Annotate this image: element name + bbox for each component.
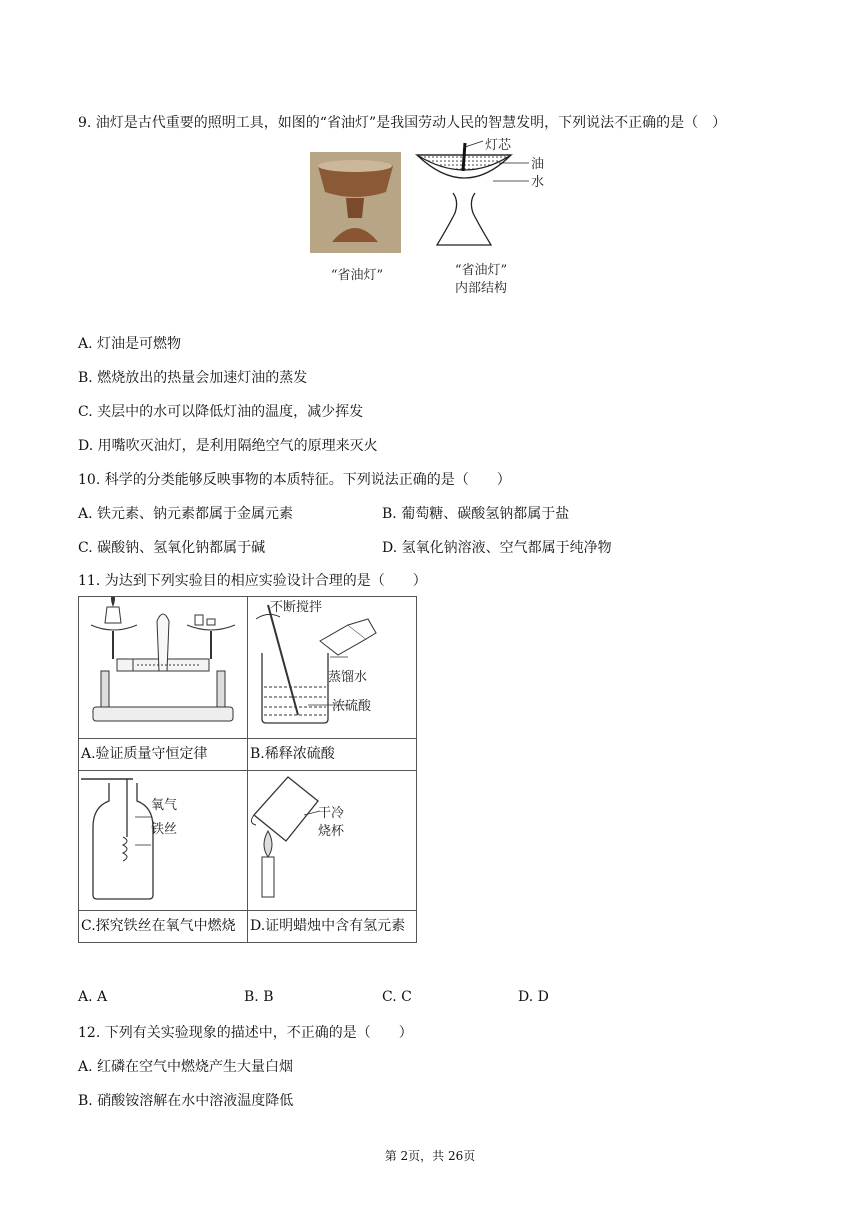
conc-acid-label: 浓硫酸	[332, 699, 372, 714]
diagram-caption	[436, 262, 526, 298]
balance-icon	[79, 597, 247, 738]
q10-stem: 10. 科学的分类能够反映事物的本质特征。下列说法正确的是（ ）	[78, 472, 511, 488]
experiment-table	[78, 596, 417, 943]
dry-cold-label: 干冷	[318, 806, 345, 821]
experiment-b-caption: B.稀释浓硫酸	[248, 739, 417, 771]
oil-label: 油	[531, 157, 545, 172]
candle-beaker-icon	[248, 771, 416, 910]
q11-option-d: D. D	[518, 989, 549, 1005]
photo-caption: “省油灯”	[330, 268, 384, 283]
diagram-caption-line1: “省油灯”	[454, 263, 508, 278]
q10-option-d: D. 氢氧化钠溶液、空气都属于纯净物	[382, 540, 612, 556]
q11-stem: 11. 为达到下列实验目的相应实验设计合理的是（ ）	[78, 573, 427, 589]
experiment-a-image	[79, 597, 248, 739]
q9-option-b: B. 燃烧放出的热量会加速灯油的蒸发	[78, 370, 308, 386]
oxygen-label: 氧气	[151, 798, 178, 813]
wick-label: 灯芯	[485, 138, 512, 153]
experiment-d-image	[248, 771, 417, 911]
q11-option-c: C. C	[382, 989, 412, 1005]
dilution-icon	[248, 597, 416, 738]
q11-option-b: B. B	[244, 989, 274, 1005]
stir-label: 不断搅拌	[270, 600, 323, 615]
q9-option-c: C. 夹层中的水可以降低灯油的温度，减少挥发	[78, 404, 364, 420]
experiment-d-caption: D.证明蜡烛中含有氢元素	[248, 911, 417, 943]
oil-lamp-photo	[310, 152, 401, 253]
experiment-a-caption: A.验证质量守恒定律	[79, 739, 248, 771]
q10-option-c: C. 碳酸钠、氢氧化钠都属于碱	[78, 540, 266, 556]
experiment-c-image	[79, 771, 248, 911]
q9-option-a: A. 灯油是可燃物	[78, 336, 182, 352]
distilled-water-label: 蒸馏水	[328, 670, 368, 685]
q9-option-d: D. 用嘴吹灭油灯，是利用隔绝空气的原理来灭火	[78, 438, 378, 454]
diagram-caption-line2: 内部结构	[454, 281, 507, 296]
q9-stem: 9. 油灯是古代重要的照明工具，如图的“省油灯”是我国劳动人民的智慧发明，下列说法不正确的是（ ）	[78, 115, 727, 131]
page-footer: 第 2页，共 26页	[384, 1149, 476, 1163]
q10-option-b: B. 葡萄糖、碳酸氢钠都属于盐	[382, 506, 570, 522]
q10-option-a: A. 铁元素、钠元素都属于金属元素	[78, 506, 294, 522]
experiment-b-image	[248, 597, 417, 739]
experiment-c-caption: C.探究铁丝在氧气中燃烧	[79, 911, 248, 943]
beaker-label: 烧杯	[318, 824, 345, 839]
q11-option-a: A. A	[78, 989, 108, 1005]
q12-stem: 12. 下列有关实验现象的描述中，不正确的是（ ）	[78, 1025, 413, 1041]
q12-option-b: B. 硝酸铵溶解在水中溶液温度降低	[78, 1093, 294, 1109]
lamp-structure-diagram	[415, 135, 555, 255]
q12-option-a: A. 红磷在空气中燃烧产生大量白烟	[78, 1059, 294, 1075]
iron-wire-label: 铁丝	[151, 822, 178, 837]
water-label: 水	[531, 175, 545, 190]
iron-combustion-icon	[79, 771, 247, 910]
